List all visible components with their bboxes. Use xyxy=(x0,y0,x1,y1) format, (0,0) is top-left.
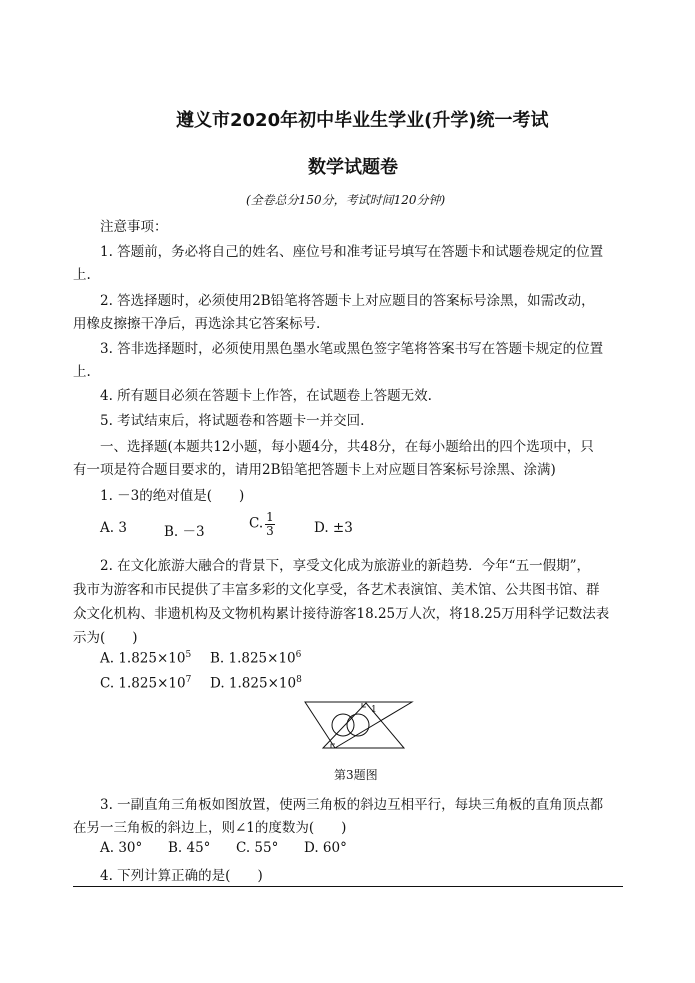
question-4-stem: 4. 下列计算正确的是( ) xyxy=(100,868,263,884)
figure-caption: 第3题图 xyxy=(334,768,378,782)
angle-1-label: 1 xyxy=(371,705,377,715)
question-1-stem: 1. －3的绝对值是( ) xyxy=(100,488,245,504)
fraction xyxy=(265,511,275,537)
notice-item-2-line-1: 2. 答选择题时，必须使用2B铅笔将答题卡上对应题目的答案标号涂黑，如需改动， xyxy=(100,293,595,309)
notice-item-5: 5. 考试结束后，将试题卷和答题卡一并交回. xyxy=(100,413,365,429)
question-2-line-1: 2. 在文化旅游大融合的背景下，享受文化成为旅游业的新趋势．今年“五一假期”， xyxy=(100,558,590,574)
option-b-exponent: 6 xyxy=(295,650,302,660)
question-3-option-b: B. 45° xyxy=(168,840,211,856)
question-3-option-c: C. 55° xyxy=(236,840,279,856)
option-c-exponent: 7 xyxy=(185,675,192,685)
triangle-set-figure xyxy=(300,700,420,750)
option-a-exponent: 5 xyxy=(185,650,192,660)
fraction-denominator: 3 xyxy=(266,523,274,538)
exam-note: (全卷总分150分，考试时间120分钟) xyxy=(246,193,446,207)
section-1-line-1: 一、选择题(本题共12小题，每小题4分，共48分，在每小题给出的四个选项中，只 xyxy=(100,439,594,455)
question-1-option-a: A. 3 xyxy=(100,520,127,536)
option-a-base: A. 1.825×10 xyxy=(100,650,186,667)
exam-title: 遵义市2020年初中毕业生学业(升学)统一考试 xyxy=(176,110,549,131)
question-2-line-2: 我市为游客和市民提供了丰富多彩的文化享受，各艺术表演馆、美术馆、公共图书馆、群 xyxy=(73,582,600,598)
upper-triangle xyxy=(305,702,412,748)
circle-right xyxy=(347,714,369,736)
fraction-numerator: 1 xyxy=(266,510,274,524)
page-divider xyxy=(73,886,623,887)
question-1-option-c xyxy=(249,511,275,537)
notice-item-4: 4. 所有题目必须在答题卡上作答，在试题卷上答题无效. xyxy=(100,388,432,404)
question-2-option-a xyxy=(100,650,191,667)
paper-subtitle: 数学试题卷 xyxy=(308,157,398,178)
option-c-base: C. 1.825×10 xyxy=(100,675,186,692)
question-1-option-b: B. －3 xyxy=(164,524,205,540)
notice-item-3-line-2: 上. xyxy=(73,364,91,380)
question-2-line-3: 众文化机构、非遗机构及文物机构累计接待游客18.25万人次，将18.25万用科学记数法表 xyxy=(73,606,610,622)
question-1-option-c-prefix: C. xyxy=(249,515,264,532)
notice-item-3-line-1: 3. 答非选择题时，必须使用黑色墨水笔或黑色签字笔将答案书写在答题卡规定的位置 xyxy=(100,341,604,357)
question-2-option-c xyxy=(100,675,191,692)
notice-item-1-line-1: 1. 答题前，务必将自己的姓名、座位号和准考证号填写在答题卡和试题卷规定的位置 xyxy=(100,244,604,260)
question-2-option-d xyxy=(210,675,302,692)
question-3-option-a: A. 30° xyxy=(100,840,143,856)
notice-heading: 注意事项： xyxy=(100,219,168,235)
question-2-line-4: 示为( ) xyxy=(73,630,138,646)
notice-item-2-line-2: 用橡皮擦擦干净后，再选涂其它答案标号. xyxy=(73,316,321,332)
option-d-base: D. 1.825×10 xyxy=(210,675,297,692)
notice-item-1-line-2: 上. xyxy=(73,267,91,283)
question-3-line-1: 3. 一副直角三角板如图放置，使两三角板的斜边互相平行，每块三角板的直角顶点都 xyxy=(100,797,604,813)
option-b-base: B. 1.825×10 xyxy=(210,650,296,667)
section-1-line-2: 有一项是符合题目要求的，请用2B铅笔把答题卡上对应题目答案标号涂黑、涂满) xyxy=(73,462,556,478)
question-3-option-d: D. 60° xyxy=(304,840,347,856)
question-3-line-2: 在另一三角板的斜边上，则∠1的度数为( ) xyxy=(73,820,347,836)
question-2-option-b xyxy=(210,650,301,667)
question-1-option-d: D. ±3 xyxy=(314,520,353,536)
lower-triangle xyxy=(323,703,404,748)
option-d-exponent: 8 xyxy=(296,675,302,685)
